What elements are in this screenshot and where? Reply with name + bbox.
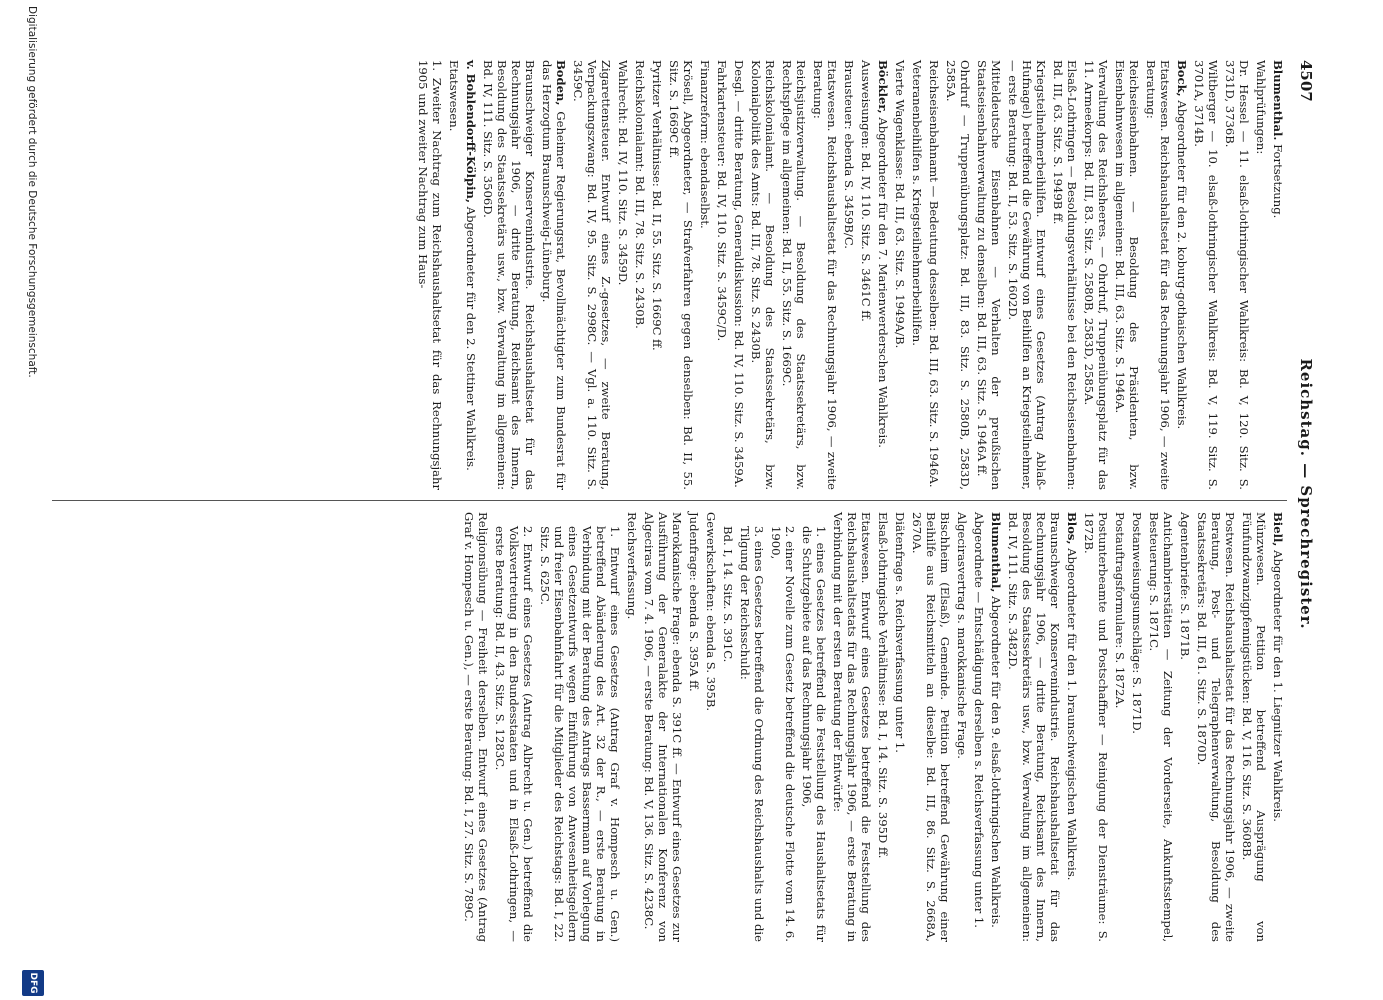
entry-text: 1. Entwurf eines Gesetzes (Antrag Graf v. Hompesch u. Gen.) betreffend Abänderung des Art. 32 der R., — erste Beratung in Verbindung mit der Beratung des Antrags Bassermann auf Vorlegung eines Gesetzentwurfs wegen Einführung von Anwesenheitsgeldern und freier Eisenbahnfahrt für die Mitglieder des Reichstags: Bd. I, 22. Sitz. S. 625C. xyxy=(538,526,622,942)
register-entry xyxy=(800,512,828,942)
entry-text: Elsaß-Lothringen — Besoldungsverhältnisse bei den Reichseisenbahnen: Bd. III, 63. Sitz. S. 1949B ff. xyxy=(1051,60,1079,490)
entry-text: Bd. I, 14. Sitz. S. 391C. xyxy=(721,526,735,663)
entry-text: Agentenbriefe: S. 1871B. xyxy=(1178,512,1192,660)
entry-text: Abgeordneter für den 9. elsaß-lothringischen Wahlkreis. xyxy=(989,596,1003,928)
register-entry xyxy=(738,512,766,942)
entry-name: Blumenthal, xyxy=(989,512,1003,593)
register-entry xyxy=(944,60,972,490)
entry-text: Wahlrecht: Bd. IV, 110. Sitz. S. 3459D. xyxy=(616,60,630,286)
entry-text: Etatswesen. Entwurf eines Gesetzes betreffend die Feststellung des Reichshaushaltsetats für das Rechnungsjahr 1906, — erste Beratung in Verbindung mit der ersten Beratung der Entwürfe: xyxy=(831,512,873,942)
page-header xyxy=(1291,60,1315,928)
entry-text: Geheimer Regierungsrat, Bevollmächtigter zum Bundesrat für das Herzogtum Braunschweig-Lüneburg. xyxy=(540,60,568,491)
register-entry xyxy=(955,512,969,942)
entry-text: Reichseisenbahnen. — Besoldung des Präsidenten, bzw. Eisenbahnwesen im allgemeinen: Bd. III, 63. Sitz. S. 1946A. xyxy=(1113,60,1141,490)
entry-text: Elsaß-lothringische Verhältnisse: Bd. I, 14. Sitz. S. 395D ff. xyxy=(876,512,890,859)
running-head: Reichstag. — Sprechregister. xyxy=(1297,358,1315,630)
entry-text: Pyritzer Verhältnisse: Bd. II, 55. Sitz. S. 1669C ff. xyxy=(650,60,664,351)
entry-text: Abgeordneter für den 7. Marienwerderschen Wahlkreis. xyxy=(876,117,890,448)
register-entry xyxy=(1051,60,1079,490)
entry-text: Judenfrage: ebenda S. 395A ff. xyxy=(687,512,701,692)
register-entry xyxy=(416,60,444,490)
entry-text: Zigarettensteuer. Entwurf eines Z.-gesetzes, — zweite Beratung, Verpackungszwang: Bd. IV, 95. Sitz. S. 2998C. — Vgl. a. 110. Sitz. S. 3459C. xyxy=(571,60,613,490)
register-entry xyxy=(811,60,839,490)
register-entry xyxy=(493,512,535,942)
register-entry xyxy=(972,512,986,942)
entry-text: Postwesen. Reichshaushaltsetat für das Rechnungsjahr 1906, — zweite Beratung, Post- und Telegraphenverwaltung, Besoldung des Staatssekretärs: Bd. III, 61. Sitz. S. 1870D. xyxy=(1195,512,1237,942)
footer xyxy=(10,6,48,996)
entry-text: Bischheim (Elsaß), Gemeinde. Petition betreffend Gewährung einer Beihilfe aus Reichsmitteln an dieselbe: Bd. III, 86. Sitz. S. 2668A, 2670A. xyxy=(910,512,952,942)
entry-text: Abgeordneter für den 1. braunschweigischen Wahlkreis. xyxy=(1065,548,1079,881)
register-entry xyxy=(642,512,684,942)
entry-text: Krösell, Abgeordneter, — Strafverfahren gegen denselben: Bd. II, 55. Sitz. S. 1669C ff. xyxy=(667,60,695,490)
register-entry xyxy=(1271,60,1285,490)
register-entry xyxy=(650,60,664,490)
entry-text: Wahlprüfungen: xyxy=(1254,60,1268,155)
entry-text: Vierte Wagenklasse: Bd. III, 63. Sitz. S. 1949A/B. xyxy=(893,60,907,349)
entry-text: Algecirasvertrag s. marokkanische Frage. xyxy=(955,512,969,759)
register-entry xyxy=(1195,512,1237,942)
register-entry xyxy=(1082,60,1110,490)
entry-text: Dr. Hessel — 11. elsaß-lothringischer Wahlkreis: Bd. V, 120. Sitz. S. 3731D, 3736B. xyxy=(1223,60,1251,490)
entry-text: Abgeordneter für den 2. koburg-gothaischen Wahlkreis. xyxy=(1175,100,1189,430)
register-entry xyxy=(1113,512,1127,942)
funding-note: Digitalisierung gefördert durch die Deutsche Forschungsgemeinschaft. xyxy=(26,6,38,378)
entry-text: Reichseisenbahnamt — Bedeutung desselben: Bd. III, 63. Sitz. S. 1946A. xyxy=(927,60,941,488)
register-entry xyxy=(1065,512,1079,942)
register-entry xyxy=(910,512,952,942)
entry-text: Postunterbeamte und Postschaffner — Reinigung der Diensträume: S. 1872B. xyxy=(1082,512,1110,942)
register-entry xyxy=(1223,60,1251,490)
entry-text: Fortsetzung. xyxy=(1271,144,1285,219)
register-entry xyxy=(1178,512,1192,942)
entry-text: Etatswesen. xyxy=(447,60,461,132)
register-entry xyxy=(842,60,856,490)
register-entry xyxy=(687,512,701,942)
register-entry xyxy=(616,60,630,490)
entry-text: 2. Entwurf eines Gesetzes (Antrag Albrecht u. Gen.) betreffend die Volksvertretung in den Bundesstaaten und in Elsaß-Lothringen, — erste Beratung: Bd. II, 43. Sitz. S. 1283C. xyxy=(493,526,535,942)
entry-text: Reichsjustizverwaltung. — Besoldung des Staatssekretärs, bzw. Rechtspflege im allgemeinen: Bd. II, 55. Sitz. S. 1669C. xyxy=(780,60,808,490)
entry-text: 1. eines Gesetzes betreffend die Feststellung des Haushaltsetats für die Schutzgebiete auf das Rechnungsjahr 1906, xyxy=(800,526,828,942)
entry-text: Etatswesen. Reichshaushaltsetat für das Rechnungsjahr 1906, — zweite Beratung: xyxy=(1144,60,1172,490)
register-entry xyxy=(447,60,461,490)
register-entry xyxy=(464,60,478,490)
register-entry xyxy=(893,512,907,942)
register-entry xyxy=(1240,512,1268,942)
register-entry xyxy=(1271,512,1285,942)
column-divider xyxy=(52,500,1287,501)
entry-text: Veteranenbeihilfen s. Kriegsteilnehmerbeihilfen. xyxy=(910,60,924,346)
register-entry xyxy=(989,512,1003,942)
entry-text: Brausteuer: ebenda S. 3459B/C. xyxy=(842,60,856,249)
entry-name: Biell, xyxy=(1271,512,1285,547)
entry-text: Antichambrierstätten — Zeitung der Vorderseite, Ankunftsstempel, Besteuerung: S. 1871C. xyxy=(1147,512,1175,942)
entry-text: Mitteldeutsche Eisenbahnen — Verhalten der preußischen Staatseisenbahnverwaltung zu denselben: Bd. III, 63. Sitz. S. 1946A ff. xyxy=(975,60,1003,490)
entry-text: 3. eines Gesetzes betreffend die Ordnung des Reichshaushalts und die Tilgung der Reichsschuld: xyxy=(738,526,766,942)
register-entry xyxy=(732,60,746,490)
register-entry xyxy=(540,60,568,490)
register-entry xyxy=(910,60,924,490)
entry-text: 2. einer Novelle zum Gesetz betreffend die deutsche Flotte vom 14. 6. 1900, xyxy=(769,526,797,942)
register-entry xyxy=(1082,512,1110,942)
entry-text: Ausweisungen: Bd. IV, 110. Sitz. S. 3461C ff. xyxy=(859,60,873,322)
register-entry xyxy=(1113,60,1141,490)
entry-text: Münzwesen. Petition betreffend Ausprägung von Fünfundzwanzigpfennigstücken: Bd. V, 116. Sitz. S. 3608B. xyxy=(1240,512,1268,942)
entry-text: Postanweisungsumschläge: S. 1871D. xyxy=(1130,512,1144,734)
entry-text: Reichskolonialamt. — Besoldung des Staatssekretärs, bzw. Kolonialpolitik des Amts: Bd. III, 78. Sitz. S. 2430B. xyxy=(749,60,777,490)
page-number: 4507 xyxy=(1297,60,1315,102)
register-entry xyxy=(859,60,873,490)
entry-text: Abgeordneter für den 2. Stettiner Wahlkreis. xyxy=(464,206,478,471)
entry-text: Reichsverfassung. xyxy=(625,512,639,620)
entry-text: Desgl. — dritte Beratung, Generaldiskussion: Bd. IV, 110. Sitz. S. 3459A. xyxy=(732,60,746,488)
entry-text: Etatswesen. Reichshaushaltsetat für das Rechnungsjahr 1906, — zweite Beratung: xyxy=(811,60,839,490)
register-entry xyxy=(1254,60,1268,490)
entry-text: Abgeordneter für den 1. Liegnitzer Wahlkreis. xyxy=(1271,550,1285,822)
entry-text: Religionsübung — Freiheit derselben. Entwurf eines Gesetzes (Antrag Graf v. Hompesch u. Gen.), — erste Beratung: Bd. I, 27. Sitz. S. 789C. xyxy=(462,512,490,942)
entry-text: Ohrdruf — Truppenübungsplatz: Bd. III, 83. Sitz. S. 2580B, 2583D, 2585A. xyxy=(944,60,972,490)
entry-name: Bock, xyxy=(1175,60,1189,97)
entry-text: Abgeordnete — Entschädigung derselben s. Reichsverfassung unter 1. xyxy=(972,512,986,928)
entry-name: Blumenthal. xyxy=(1271,60,1285,141)
entry-name: v. Bohlendorff-Kölpin, xyxy=(464,60,478,204)
register-entry xyxy=(1175,60,1189,490)
register-entry xyxy=(715,60,729,490)
entry-text: Verwaltung des Reichsheeres. — Ohrdruf, Truppenübungsplatz für das 11. Armeekorps: Bd. III, 83. Sitz. S. 2580B, 2583D, 2585A. xyxy=(1082,60,1110,490)
entry-text: Postauftragsformulare: S. 1872A. xyxy=(1113,512,1127,709)
entry-text: Braunschweiger Konservenindustrie. Reichshaushaltsetat für das Rechnungsjahr 1906, — dritte Beratung, Reichsamt des Innern, Besoldung des Staatssekretärs usw., bzw. Verwaltung im allgemeinen: Bd. IV, 111. Sitz. S. 3506D. xyxy=(481,60,537,490)
register-entry xyxy=(749,60,777,490)
entry-name: Blos, xyxy=(1065,512,1079,545)
entry-text: Diätenfrage s. Reichsverfassung unter 1. xyxy=(893,512,907,753)
entry-text: Marokkanische Frage: ebenda S. 391C ff. — Entwurf eines Gesetzes zur Ausführung der Generalakte der Internationalen Konferenz von Algeciras vom 7. 4. 1906, — erste Beratung: Bd. V, 136. Sitz. S. 4238C. xyxy=(642,512,684,942)
register-entry xyxy=(1006,60,1048,490)
entry-text: Fahrkartensteuer: Bd. IV, 110. Sitz. S. 3459C/D. xyxy=(715,60,729,342)
register-entry xyxy=(975,60,1003,490)
entry-name: Boden, xyxy=(554,60,568,106)
entry-name: Böckler, xyxy=(876,60,890,114)
register-entry xyxy=(462,512,490,942)
entry-text: 1. Zweiter Nachtrag zum Reichshaushaltsetat für das Rechnungsjahr 1905 und zweiter Nachtrag zum Haus- xyxy=(416,60,444,490)
dfg-logo-icon: DFG xyxy=(22,970,44,996)
register-entry xyxy=(876,512,890,942)
entry-text: Gewerkschaften: ebenda S. 395B. xyxy=(704,512,718,712)
register-entry xyxy=(1192,60,1220,490)
second-column xyxy=(459,512,1285,942)
register-entry xyxy=(876,60,890,490)
register-entry xyxy=(704,512,718,942)
register-entry xyxy=(893,60,907,490)
register-entry xyxy=(1130,512,1144,942)
register-entry xyxy=(721,512,735,942)
first-column xyxy=(413,60,1285,490)
register-entry xyxy=(667,60,695,490)
register-entry xyxy=(1006,512,1062,942)
register-entry xyxy=(625,512,639,942)
register-entry xyxy=(633,60,647,490)
register-entry xyxy=(927,60,941,490)
register-entry xyxy=(780,60,808,490)
register-entry xyxy=(481,60,537,490)
entry-text: Finanzreform: ebendaselbst. xyxy=(698,60,712,229)
entry-text: Reichskolonialamt: Bd. III, 78. Sitz. S. 2430B. xyxy=(633,60,647,329)
register-entry xyxy=(1147,512,1175,942)
entry-text: Wiltberger — 10. elsaß-lothringischer Wahlkreis: Bd. V, 119. Sitz. S. 3701A, 3714B. xyxy=(1192,60,1220,490)
entry-text: Kriegsteilnehmerbeihilfen. Entwurf eines Gesetzes (Antrag Ablaß-Hufnagel) betreffend die Gewährung von Beihilfen an Kriegsteilnehmer, — erste Beratung: Bd. II, 53. Sitz. S. 1602D. xyxy=(1006,60,1048,490)
register-entry xyxy=(698,60,712,490)
entry-text: Braunschweiger Konservenindustrie. Reichshaushaltsetat für das Rechnungsjahr 1906, — dritte Beratung, Reichsamt des Innern, Besoldung des Staatssekretärs usw., bzw. Verwaltung im allgemeinen: Bd. IV, 111. Sitz. S. 3482D. xyxy=(1006,512,1062,942)
register-entry xyxy=(1144,60,1172,490)
register-entry xyxy=(538,512,622,942)
register-entry xyxy=(769,512,797,942)
register-entry xyxy=(831,512,873,942)
register-entry xyxy=(571,60,613,490)
